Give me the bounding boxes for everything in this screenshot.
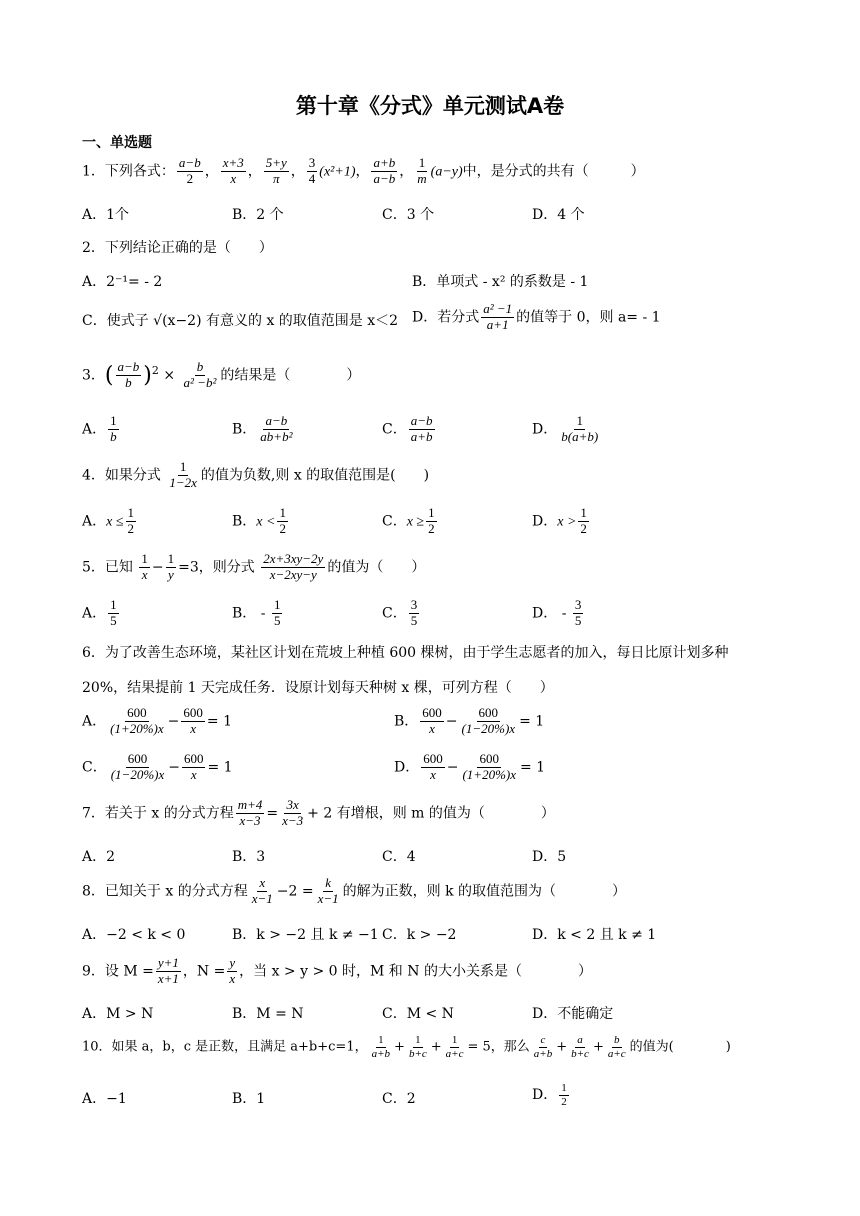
q1-frac6: $\frac{1}{m}$ — [417, 155, 427, 186]
q3-option-a[interactable]: A． $\frac{1}{b}$ — [82, 413, 117, 444]
q10-option-a[interactable]: A．−1 — [82, 1091, 127, 1107]
question-6-line-2: 20%，结果提前 1 天完成任务．设原计划每天种树 x 棵，可列方程（ ） — [82, 680, 554, 696]
question-7: 7．若关于 x 的分式方程 $\frac{m+4}{x-3}$ = $\frac{3x}{x-3}$ + 2 有增根，则 m 的值为（ ） — [82, 797, 555, 828]
q10-option-c[interactable]: C．2 — [382, 1091, 416, 1107]
q3-option-d[interactable]: D． $\frac{1}{b(a+b)}$ — [532, 413, 599, 444]
q9-option-c[interactable]: C．M < N — [382, 1006, 454, 1022]
q1-option-b[interactable]: B．2 个 — [232, 207, 284, 223]
question-8: 8．已知关于 x 的分式方程 $\frac{x}{x-1}$ −2 = $\frac{k}{x-1}$ 的解为正数，则 k 的取值范围为（ ） — [82, 875, 627, 906]
q1-frac4: $\frac{3}{4}$ — [308, 155, 316, 186]
q5-option-a[interactable]: A． $\frac{1}{5}$ — [82, 597, 117, 628]
q1-frac5: $\frac{a+b}{a-b}$ — [373, 155, 396, 186]
q8-option-c[interactable]: C．k > −2 — [382, 927, 457, 943]
question-3: 3．( $\frac{a-b}{b}$ )$^2$ × $\frac{b}{\text{a² −b²}}$ 的结果是（ ） — [82, 359, 361, 390]
q7-option-d[interactable]: D．5 — [532, 849, 567, 865]
q2-option-c[interactable]: C．使式子 √(x−2) 有意义的 x 的取值范围是 x＜2 — [82, 313, 399, 329]
q2-option-b[interactable]: B．单项式 ‐ x² 的系数是 ‐ 1 — [412, 274, 589, 290]
q3-option-b[interactable]: B． $\frac{a-b}{\text{ab+b²}}$ — [232, 413, 293, 444]
q6-option-c[interactable]: C． $\frac{600}{(1-20\%)x}$ − $\frac{600}{x}$ = 1 — [82, 751, 233, 782]
q4-option-d[interactable]: D．x > $\frac{1}{2}$ — [532, 505, 587, 536]
q3-option-c[interactable]: C． $\frac{a-b}{a+b}$ — [382, 413, 433, 444]
q2-option-a[interactable]: A．2⁻¹= ‐ 2 — [82, 274, 163, 290]
q8-option-a[interactable]: A．−2 < k < 0 — [82, 927, 186, 943]
q4-option-a[interactable]: A．x ≤ $\frac{1}{2}$ — [82, 505, 135, 536]
question-10: 10．如果 a，b，c 是正数，且满足 a+b+c=1， $\frac{1}{a+b}$ + $\frac{1}{b+c}$ + $\frac{1}{a+c}$ = 5，那么 $\frac{c}{a+b}$ + $\frac{a}{b+c}$ + $\frac{b}{a+c}$ 的值为( ) — [82, 1034, 731, 1060]
q5-option-c[interactable]: C． $\frac{3}{5}$ — [382, 597, 418, 628]
question-4: 4．如果分式 $\frac{1}{1-2x}$ 的值为负数,则 x 的取值范围是( ) — [82, 459, 430, 490]
q7-option-c[interactable]: C．4 — [382, 849, 416, 865]
page-title: 第十章《分式》单元测试A卷 — [295, 94, 565, 118]
section-heading: 一、单选题 — [82, 135, 152, 151]
question-9: 9．设 M = $\frac{y+1}{x+1}$ ，N = $\frac{y}{x}$ ，当 x > y > 0 时，M 和 N 的大小关系是（ ） — [82, 955, 592, 986]
q5-option-d[interactable]: D． ‐ $\frac{3}{5}$ — [532, 597, 582, 628]
question-5: 5．已知 $\frac{1}{x}$ − $\frac{1}{y}$ =3，则分式 $\frac{2x+3xy-2y}{x-2xy-y}$ 的值为（ ） — [82, 551, 426, 582]
q9-option-d[interactable]: D．不能确定 — [532, 1006, 614, 1022]
q10-option-b[interactable]: B．1 — [232, 1091, 266, 1107]
q1-frac3: $\frac{5+y}{\pi}$ — [265, 155, 287, 186]
q1-option-a[interactable]: A．1个 — [82, 207, 130, 223]
question-6-line-1: 6．为了改善生态环境，某社区计划在荒坡上种植 600 棵树，由于学生志愿者的加入，每日比原计划多种 — [82, 645, 729, 661]
q6-option-d[interactable]: D． $\frac{600}{x}$ − $\frac{600}{(1+20\%)x}$ = 1 — [394, 751, 546, 782]
q8-option-d[interactable]: D．k < 2 且 k ≠ 1 — [532, 927, 657, 943]
q1-frac2: $\frac{x+3}{x}$ — [222, 155, 244, 186]
q2-option-d[interactable]: D．若分式 $\frac{\text{a² −1}}{a+1}$ 的值等于 0，则 a= ‐ 1 — [412, 301, 661, 332]
q10-option-d[interactable]: D． $\frac{1}{2}$ — [532, 1082, 567, 1108]
q7-option-a[interactable]: A．2 — [82, 849, 116, 865]
q7-option-b[interactable]: B．3 — [232, 849, 266, 865]
q9-option-a[interactable]: A．M > N — [82, 1006, 154, 1022]
q1-frac1: $\frac{a-b}{2}$ — [178, 155, 201, 186]
q6-option-a[interactable]: A． $\frac{600}{(1+20\%)x}$ − $\frac{600}{x}$ = 1 — [82, 705, 232, 736]
q1-option-d[interactable]: D．4 个 — [532, 207, 585, 223]
question-2: 2．下列结论正确的是（ ） — [82, 240, 273, 256]
q5-option-b[interactable]: B． ‐ $\frac{1}{5}$ — [232, 597, 281, 628]
question-1: 1．下列各式： $\frac{a-b}{2}$ ， $\frac{x+3}{x}$ ， $\frac{5+y}{\pi}$ ， $\frac{3}{4}$ (x²+1)， $\frac{a+b}{a-b}$ ， $\frac{1}{m}$ (a−y)中，是分式的共有（ ） — [82, 155, 645, 186]
q6-option-b[interactable]: B． $\frac{600}{x}$ − $\frac{600}{(1-20\%)x}$ = 1 — [394, 705, 545, 736]
q9-option-b[interactable]: B．M = N — [232, 1006, 304, 1022]
q4-option-c[interactable]: C．x ≥ $\frac{1}{2}$ — [382, 505, 435, 536]
q8-option-b[interactable]: B．k > −2 且 k ≠ −1 — [232, 927, 379, 943]
q1-stem: 1．下列各式： — [82, 163, 175, 180]
q4-option-b[interactable]: B．x < $\frac{1}{2}$ — [232, 505, 286, 536]
q1-option-c[interactable]: C．3 个 — [382, 207, 435, 223]
